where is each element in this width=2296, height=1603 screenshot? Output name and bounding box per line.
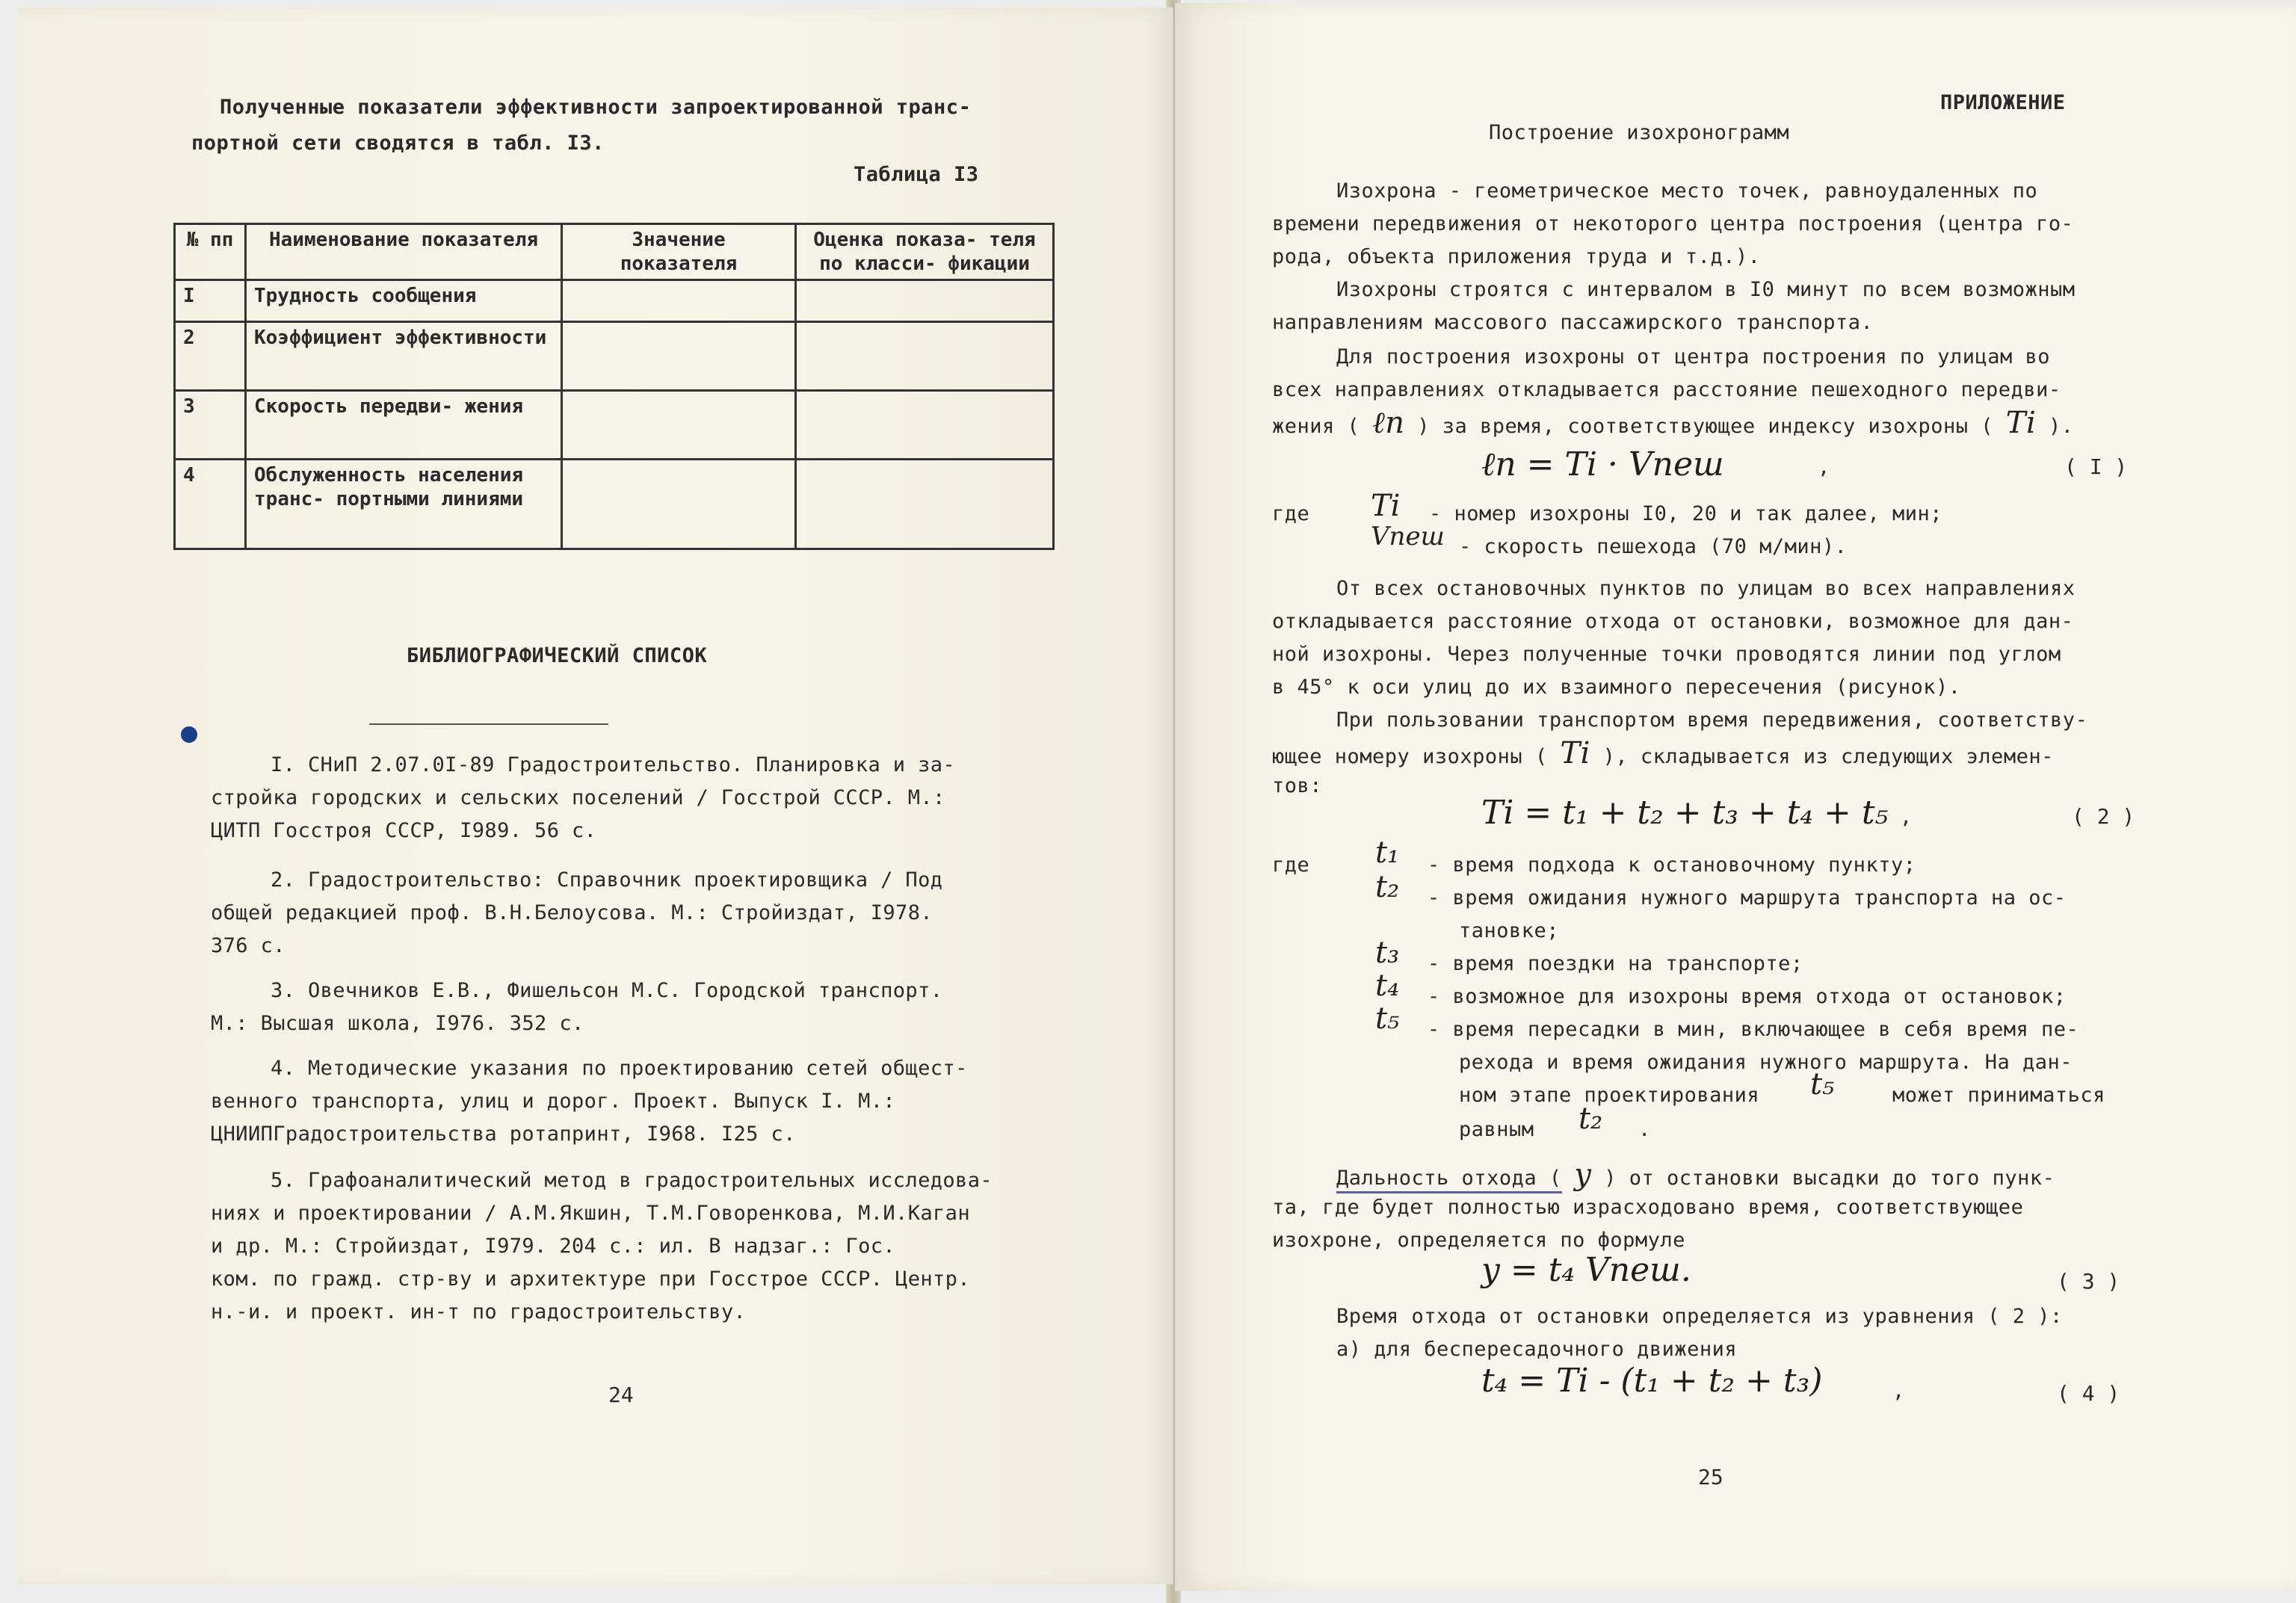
bib-line: 2. Градостроительство: Справочник проектировщика / Под [271,868,943,892]
text-line: а) для беспересадочного движения [1336,1338,1738,1361]
table-cell-number: 3 [175,391,246,460]
bib-line: 376 с. [211,934,286,957]
symbol-l: ℓп [1372,406,1405,440]
equation-1-number: ( I ) [2064,454,2128,479]
bib-line: и др. М.: Стройиздат, I979. 204 с.: ил. В надзаг.: Гос. [211,1235,896,1258]
term-text: - время пересадки в мин, включающее в себя время пе- [1428,1018,2079,1041]
equation-2: Ti = t₁ + t₂ + t₃ + t₄ + t₅ [1481,794,1889,832]
text-line: та, где будет полностью израсходовано время, соответствующее [1272,1196,2024,1219]
equation-2-comma: , [1900,806,1913,829]
text-line: От всех остановочных пунктов по улицам во всех направлениях [1336,577,2076,600]
equation-1-comma: , [1818,456,1830,479]
text-fragment: ) за время, соответствующее индексу изохроны ( [1417,415,1993,438]
symbol-ti: Ti [1371,489,1401,523]
bibliography-item-3 [211,975,1078,1040]
intro-line-1: Полученные показатели эффективности запроектированной транс- [220,96,972,119]
symbol-y: y [1574,1158,1592,1192]
page-number: 25 [1698,1465,1723,1489]
text-fragment: Дальность отхода ( [1336,1167,1562,1193]
section-title: Построение изохронограмм [1489,121,1790,144]
equation-4: t₄ = Ti - (t₁ + t₂ + t₃) [1481,1362,1823,1400]
equation-2-number: ( 2 ) [2072,804,2135,829]
symbol-v: Vпеш [1371,522,1445,552]
equation-4-number: ( 4 ) [2057,1381,2120,1406]
table-cell-name: Трудность сообщения [246,280,562,322]
text-line: откладывается расстояние отхода от остановки, возможное для дан- [1272,610,2074,633]
equation-3-number: ( 3 ) [2057,1269,2120,1294]
text-line-with-symbols [1272,737,2054,773]
table-cell-name: Скорость передви- жения [246,391,562,460]
bibliography-item-4 [211,1052,1078,1151]
text-line: ной изохроны. Через полученные точки проводятся линии под углом [1272,643,2061,666]
bibliography-item-1 [211,749,1078,847]
table-cell-name: Обслуженность населения транс- портными линиями [246,460,562,549]
bibliography-item-2 [211,864,1078,963]
bib-line: н.-и. и проект. ин-т по градостроительству. [211,1300,747,1324]
text-fragment: ), складывается из следующих элемен- [1602,745,2054,768]
text-line: рода, объекта приложения труда и т.д.). [1272,245,1761,268]
table-cell-value [562,322,796,391]
term-text: - время ожидания нужного маршрута транспорта на ос- [1428,886,2067,909]
text-line: в 45° к оси улиц до их взаимного пересечения (рисунок). [1272,676,1961,699]
text-fragment: ющее номеру изохроны ( [1272,745,1548,768]
text-line: Время отхода от остановки определяется из уравнения ( 2 ): [1336,1305,2063,1328]
bib-line: 3. Овечников Е.В., Фишельсон М.С. Городской транспорт. [271,979,943,1002]
table-header-rating: Оценка показа- теля по класси- фикации [796,224,1054,280]
table-cell-number: I [175,280,246,322]
table-cell-rating [796,280,1054,322]
right-page [1175,3,2296,1591]
text-line: времени передвижения от некоторого центра построения (центра го- [1272,212,2074,235]
table-cell-value [562,460,796,549]
table-header-value: Значение показателя [562,224,796,280]
table-header-number: № пп [175,224,246,280]
efficiency-table [173,223,1055,550]
where-label: где [1272,853,1310,877]
symbol-t4: t₄ [1375,969,1400,1003]
text-line-with-symbols [1336,1158,2055,1195]
bibliography-divider [369,723,608,725]
bib-line: 5. Графоаналитический метод в градостроительных исследова- [271,1169,993,1192]
term-text: - время подхода к остановочному пункту; [1428,853,1916,877]
bib-line: ЦИТП Госстроя СССР, I989. 56 с. [211,819,597,842]
bib-line: ниях и проектировании / А.М.Якшин, Т.М.Говоренкова, М.И.Каган [211,1202,970,1225]
bibliography-item-5 [211,1164,1078,1329]
bib-line: 4. Методические указания по проектированию сетей общест- [271,1057,968,1080]
text-line: - номер изохроны I0, 20 и так далее, мин; [1429,502,1942,525]
term-text: может приниматься [1892,1084,2105,1107]
left-page [18,7,1173,1584]
bib-line: М.: Высшая школа, I976. 352 с. [211,1012,584,1035]
text-line: Изохрона - геометрическое место точек, равноудаленных по [1336,179,2038,203]
table-row [175,391,1054,460]
equation-4-comma: , [1892,1380,1905,1403]
table-cell-number: 4 [175,460,246,549]
term-text: тановке; [1459,919,1560,942]
text-line: изохроне, определяется по формуле [1272,1229,1685,1252]
symbol-ti: Ti [1560,736,1590,770]
term-text: - возможное для изохроны время отхода от остановок; [1428,985,2067,1008]
table-cell-name: Коэффициент эффективности [246,322,562,391]
where-label: где [1272,502,1310,525]
text-fragment: жения ( [1272,415,1360,438]
table-caption: Таблица I3 [854,163,979,186]
symbol-t3: t₃ [1375,936,1400,970]
equation-3: y = t₄ Vпеш. [1481,1251,1691,1289]
bib-line: ЦНИИПГрадостроительства ротапринт, I968. I25 с. [211,1122,796,1146]
text-line: При пользовании транспортом время передвижения, соответству- [1336,708,2088,732]
ink-blot [181,726,197,743]
text-line: направлениям массового пассажирского транспорта. [1272,311,1874,334]
appendix-title: ПРИЛОЖЕНИЕ [1940,91,2066,114]
table-row [175,280,1054,322]
bib-line: стройка городских и сельских поселений / Госстрой СССР. М.: [211,786,945,809]
text-line-with-symbols [1272,407,2074,443]
table-cell-number: 2 [175,322,246,391]
equation-1: ℓп = Ti · Vпеш [1481,445,1724,484]
text-fragment: ). [2049,415,2074,438]
term-text: равным [1459,1118,1534,1141]
table-header-row [175,224,1054,280]
symbol-t1: t₁ [1375,836,1400,870]
term-text: ном этапе проектирования [1459,1084,1760,1107]
text-line: - скорость пешехода (70 м/мин). [1459,535,1848,558]
bib-line: общей редакцией проф. В.Н.Белоусова. М.: Стройиздат, I978. [211,901,933,924]
intro-line-2: портной сети сводятся в табл. I3. [191,132,605,155]
symbol-t2-inline: t₂ [1578,1102,1603,1136]
text-fragment: ) от остановки высадки до того пунк- [1604,1167,2055,1190]
page-number: 24 [608,1383,634,1407]
table-header-name: Наименование показателя [246,224,562,280]
symbol-t5-inline: t₅ [1810,1067,1835,1102]
symbol-ti: Ti [2005,406,2037,440]
bib-line: I. СНиП 2.07.0I-89 Градостроительство. Планировка и за- [271,753,956,776]
term-text: . [1638,1118,1651,1141]
symbol-t5: t₅ [1375,1001,1400,1036]
text-line: Изохроны строятся с интервалом в I0 минут по всем возможным [1336,278,2076,301]
table-row [175,322,1054,391]
text-line: всех направлениях откладывается расстояние пешеходного передви- [1272,378,2061,401]
bibliography-title: БИБЛИОГРАФИЧЕСКИЙ СПИСОК [407,644,708,667]
table-cell-rating [796,322,1054,391]
term-text: рехода и время ожидания нужного маршрута. На дан- [1459,1051,2073,1074]
symbol-t2: t₂ [1375,870,1400,904]
bib-line: венного транспорта, улиц и дорог. Проект. Выпуск I. М.: [211,1090,896,1113]
text-line: тов: [1272,774,1323,797]
table-cell-rating [796,460,1054,549]
table-cell-rating [796,391,1054,460]
bib-line: ком. по гражд. стр-ву и архитектуре при Госстрое СССР. Центр. [211,1267,970,1291]
table-cell-value [562,280,796,322]
table-row [175,460,1054,549]
term-text: - время поездки на транспорте; [1428,952,1803,975]
table-cell-value [562,391,796,460]
text-line: Для построения изохроны от центра построения по улицам во [1336,345,2051,368]
